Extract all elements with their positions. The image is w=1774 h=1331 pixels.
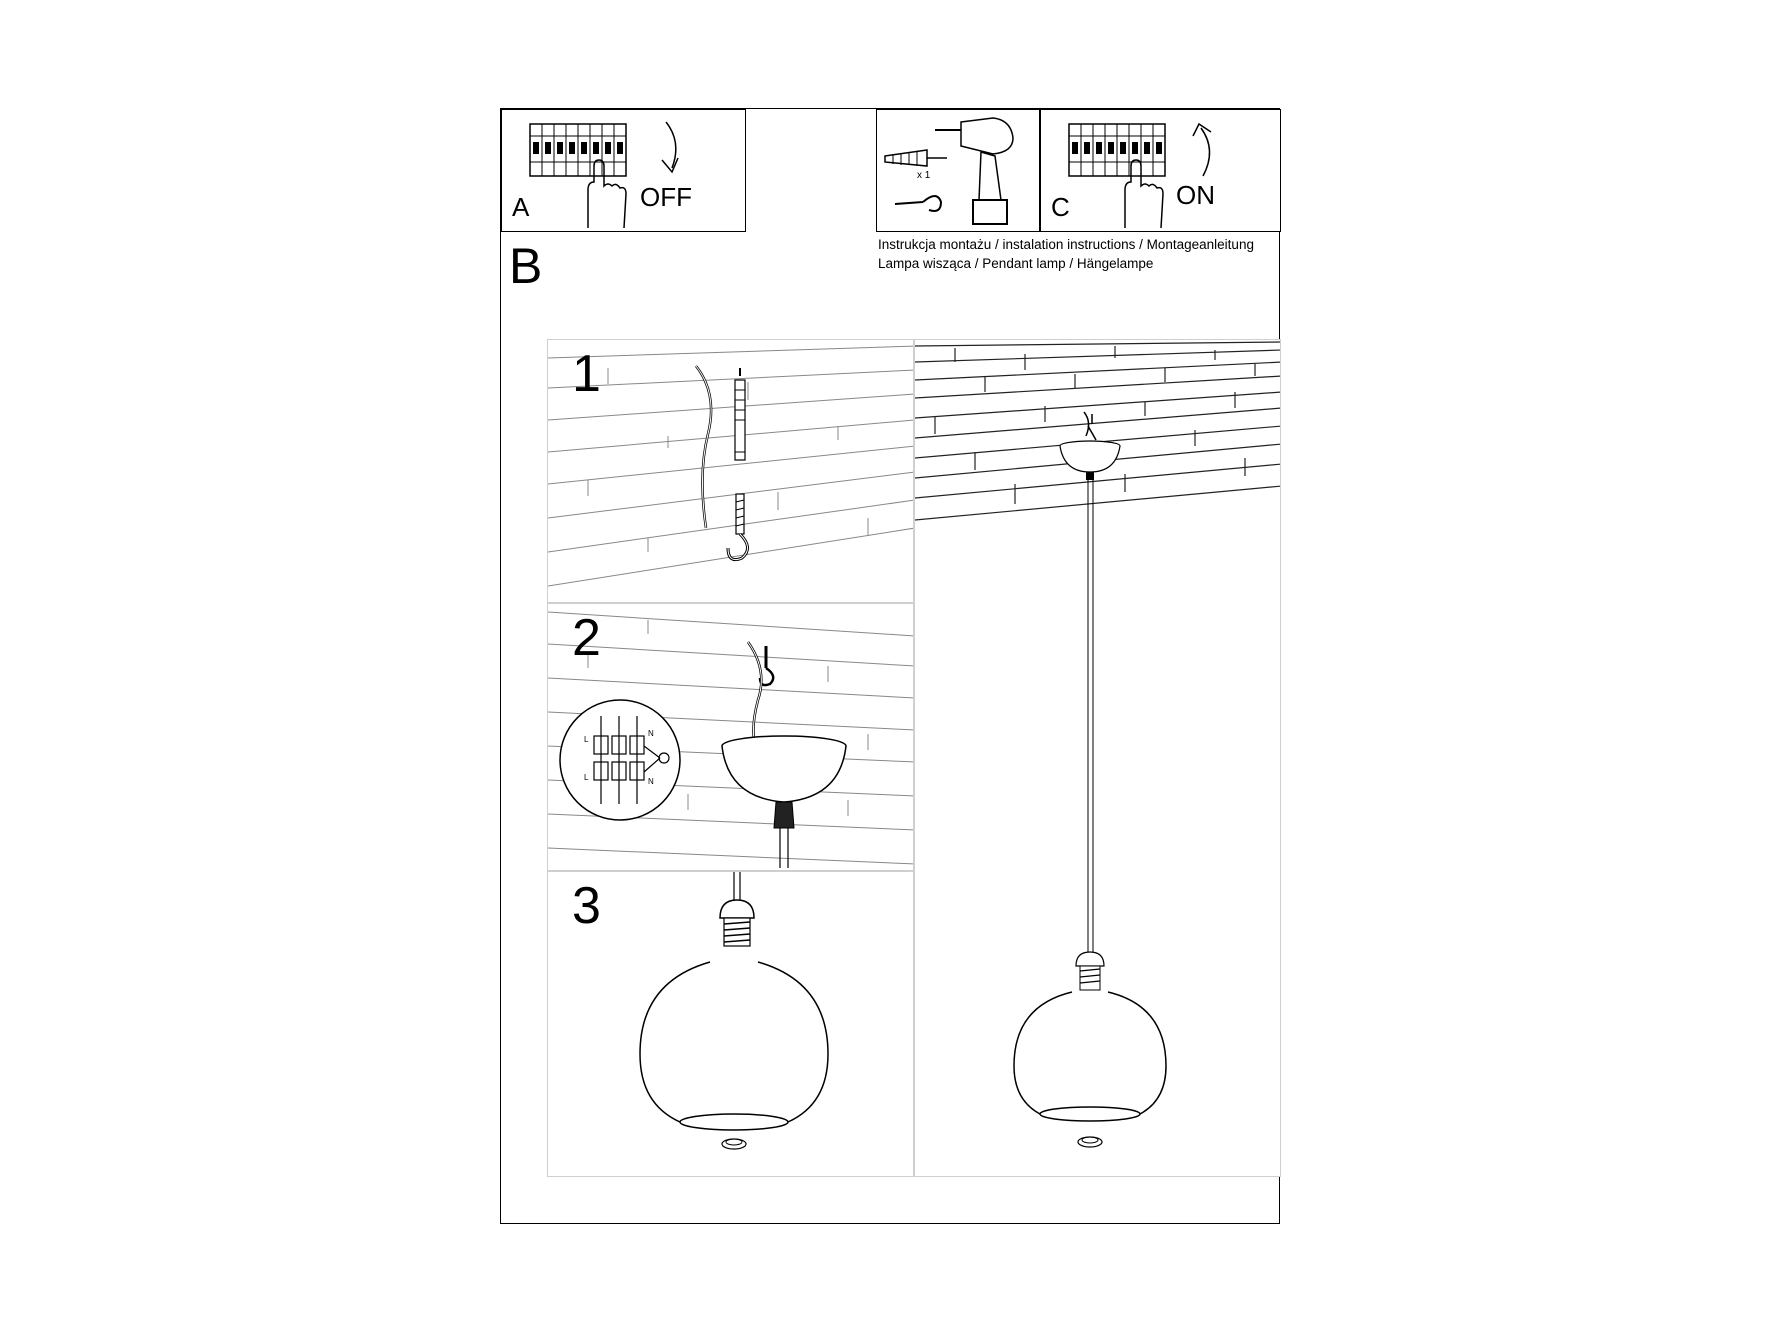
globe-rim-icon bbox=[1038, 1106, 1178, 1166]
canopy-icon bbox=[716, 728, 856, 868]
installed-lamp-panel bbox=[914, 339, 1281, 1177]
step-2-number: 2 bbox=[572, 609, 601, 667]
step-c-letter: C bbox=[1051, 192, 1070, 222]
installed-lamp-icon bbox=[1000, 410, 1200, 1100]
hand-icon bbox=[580, 160, 630, 230]
arrow-down-icon bbox=[652, 120, 692, 180]
wiring-label-n-bottom: N bbox=[648, 777, 654, 786]
wiring-label-n-top: N bbox=[648, 729, 654, 738]
hand-icon bbox=[1117, 160, 1167, 230]
wiring-detail bbox=[556, 696, 686, 826]
header-line-1: Instrukcja montażu / instalation instructions / Montageanleitung bbox=[878, 237, 1254, 252]
hook-screw-icon bbox=[724, 494, 764, 574]
step-a-action: OFF bbox=[640, 182, 692, 212]
arrow-up-icon bbox=[1183, 120, 1223, 180]
step-2-panel bbox=[547, 603, 914, 871]
wall-plug-icon bbox=[730, 368, 750, 468]
step-3-panel bbox=[547, 871, 914, 1177]
wiring-label-l-bottom: L bbox=[584, 773, 589, 782]
lamp-socket-icon bbox=[708, 872, 768, 952]
step-3-number: 3 bbox=[572, 877, 601, 935]
step-c-box bbox=[1040, 109, 1281, 232]
header-line-2: Lampa wisząca / Pendant lamp / Hängelampe bbox=[878, 256, 1154, 271]
step-1-number: 1 bbox=[572, 345, 601, 403]
step-a-letter: A bbox=[512, 192, 530, 222]
step-a-box bbox=[501, 109, 746, 232]
step-1-panel bbox=[547, 339, 914, 603]
glass-globe-icon bbox=[636, 954, 836, 1164]
tools-box bbox=[876, 109, 1040, 232]
instruction-sheet bbox=[500, 108, 1280, 1224]
step-b-letter: B bbox=[509, 238, 543, 294]
step-c-action: ON bbox=[1176, 180, 1215, 210]
tools-quantity: x 1 bbox=[917, 170, 931, 181]
wiring-label-l-top: L bbox=[584, 735, 589, 744]
drill-icon bbox=[933, 116, 1023, 226]
